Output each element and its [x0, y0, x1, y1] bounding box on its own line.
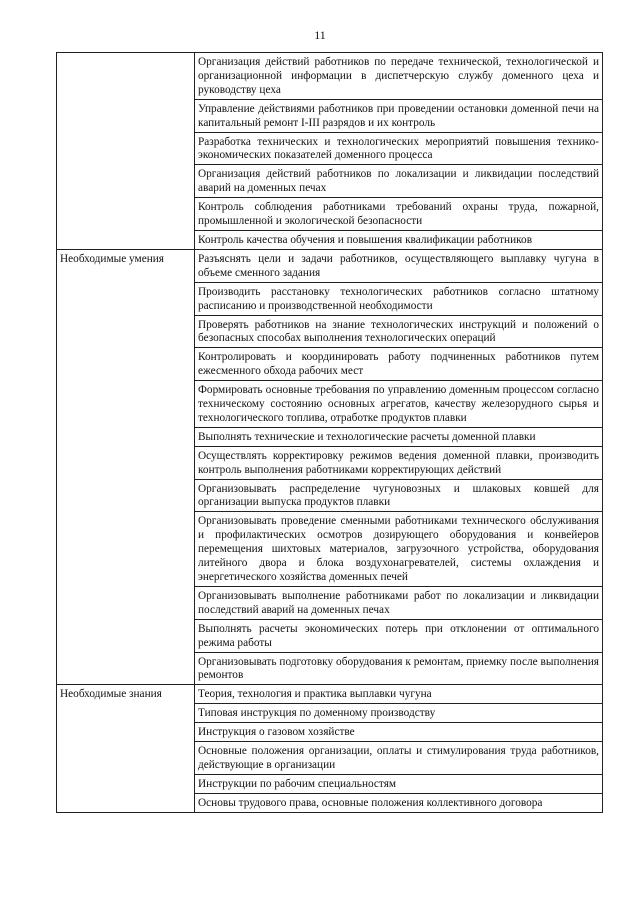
- row-content-cell: Разработка технических и технологических мероприятий повышения технико-экономических показателей доменного процесса: [195, 132, 603, 165]
- table-row: [57, 249, 603, 282]
- table-row: [57, 652, 603, 685]
- row-content-cell: Основные положения организации, оплаты и стимулирования труда работников, действующие в организации: [195, 742, 603, 775]
- row-label-cell: [57, 315, 195, 348]
- row-label-cell: [57, 282, 195, 315]
- table-row: [57, 685, 603, 704]
- row-content-cell: Теория, технология и практика выплавки чугуна: [195, 685, 603, 704]
- row-label-cell: [57, 53, 195, 100]
- row-label-cell: [57, 198, 195, 231]
- table-row: [57, 704, 603, 723]
- row-label-cell: [57, 793, 195, 812]
- row-label-cell: [57, 479, 195, 512]
- row-content-cell: Формировать основные требования по управлению доменным процессом согласно техническому состоянию основных агрегатов, качеству железорудного сырья и технологического топлива, отработке продуктов плавки: [195, 381, 603, 428]
- row-label-cell: Необходимые умения: [57, 249, 195, 282]
- row-label-cell: [57, 512, 195, 587]
- row-content-cell: Организация действий работников по локализации и ликвидации последствий аварий на доменных печах: [195, 165, 603, 198]
- table-row: [57, 446, 603, 479]
- table-row: [57, 315, 603, 348]
- row-content-cell: Осуществлять корректировку режимов ведения доменной плавки, производить контроль выполнения работниками корректирующих действий: [195, 446, 603, 479]
- row-label-cell: [57, 348, 195, 381]
- table-row: [57, 381, 603, 428]
- row-label-cell: [57, 704, 195, 723]
- table-row: [57, 512, 603, 587]
- table-row: [57, 619, 603, 652]
- table-row: [57, 427, 603, 446]
- row-label-cell: [57, 774, 195, 793]
- table-row: [57, 793, 603, 812]
- row-content-cell: Проверять работников на знание технологических инструкций и положений о безопасных способах выполнения технологических операций: [195, 315, 603, 348]
- table-row: [57, 99, 603, 132]
- row-content-cell: Организовывать выполнение работниками работ по локализации и ликвидации последствий аварий на доменных печах: [195, 586, 603, 619]
- row-label-cell: [57, 230, 195, 249]
- row-label-cell: [57, 381, 195, 428]
- table-row: [57, 774, 603, 793]
- row-label-cell: [57, 446, 195, 479]
- row-content-cell: Управление действиями работников при проведении остановки доменной печи на капитальный ремонт I-III разрядов и их контроль: [195, 99, 603, 132]
- row-label-cell: [57, 165, 195, 198]
- row-label-cell: Необходимые знания: [57, 685, 195, 704]
- row-label-cell: [57, 619, 195, 652]
- row-content-cell: Организовывать проведение сменными работниками технического обслуживания и профилактических осмотров дозирующего оборудования и конвейеров перемещения шихтовых материалов, загрузочного устройства, оборудования литейного двора и блока воздухонагревателей, системы охлаждения и энергетического хозяйства доменных печей: [195, 512, 603, 587]
- row-content-cell: Выполнять технические и технологические расчеты доменной плавки: [195, 427, 603, 446]
- table-row: [57, 53, 603, 100]
- row-content-cell: Типовая инструкция по доменному производству: [195, 704, 603, 723]
- row-label-cell: [57, 427, 195, 446]
- row-content-cell: Организация действий работников по передаче технической, технологической и организационной информации в диспетчерскую службу доменного цеха и руководству цеха: [195, 53, 603, 100]
- page-number: 11: [314, 28, 326, 42]
- row-content-cell: Инструкции по рабочим специальностям: [195, 774, 603, 793]
- table-row: [57, 348, 603, 381]
- row-label-cell: [57, 652, 195, 685]
- row-content-cell: Выполнять расчеты экономических потерь при отклонении от оптимального режима работы: [195, 619, 603, 652]
- table-row: [57, 479, 603, 512]
- table-row: [57, 230, 603, 249]
- row-label-cell: [57, 586, 195, 619]
- requirements-table: [56, 52, 603, 813]
- row-label-cell: [57, 132, 195, 165]
- row-label-cell: [57, 742, 195, 775]
- row-content-cell: Разъяснять цели и задачи работников, осуществляющего выплавку чугуна в объеме сменного задания: [195, 249, 603, 282]
- row-label-cell: [57, 723, 195, 742]
- row-content-cell: Организовывать распределение чугуновозных и шлаковых ковшей для организации выпуска продуктов плавки: [195, 479, 603, 512]
- row-content-cell: Контроль качества обучения и повышения квалификации работников: [195, 230, 603, 249]
- row-content-cell: Инструкция о газовом хозяйстве: [195, 723, 603, 742]
- row-label-cell: [57, 99, 195, 132]
- table-row: [57, 165, 603, 198]
- table-row: [57, 742, 603, 775]
- row-content-cell: Контролировать и координировать работу подчиненных работников путем ежесменного обхода рабочих мест: [195, 348, 603, 381]
- table-row: [57, 586, 603, 619]
- row-content-cell: Организовывать подготовку оборудования к ремонтам, приемку после выполнения ремонтов: [195, 652, 603, 685]
- table-row: [57, 198, 603, 231]
- row-content-cell: Контроль соблюдения работниками требований охраны труда, пожарной, промышленной и экологической безопасности: [195, 198, 603, 231]
- row-content-cell: Основы трудового права, основные положения коллективного договора: [195, 793, 603, 812]
- table-row: [57, 723, 603, 742]
- row-content-cell: Производить расстановку технологических работников согласно штатному расписанию и производственной необходимости: [195, 282, 603, 315]
- table-row: [57, 132, 603, 165]
- requirements-table-body: [57, 53, 603, 813]
- table-row: [57, 282, 603, 315]
